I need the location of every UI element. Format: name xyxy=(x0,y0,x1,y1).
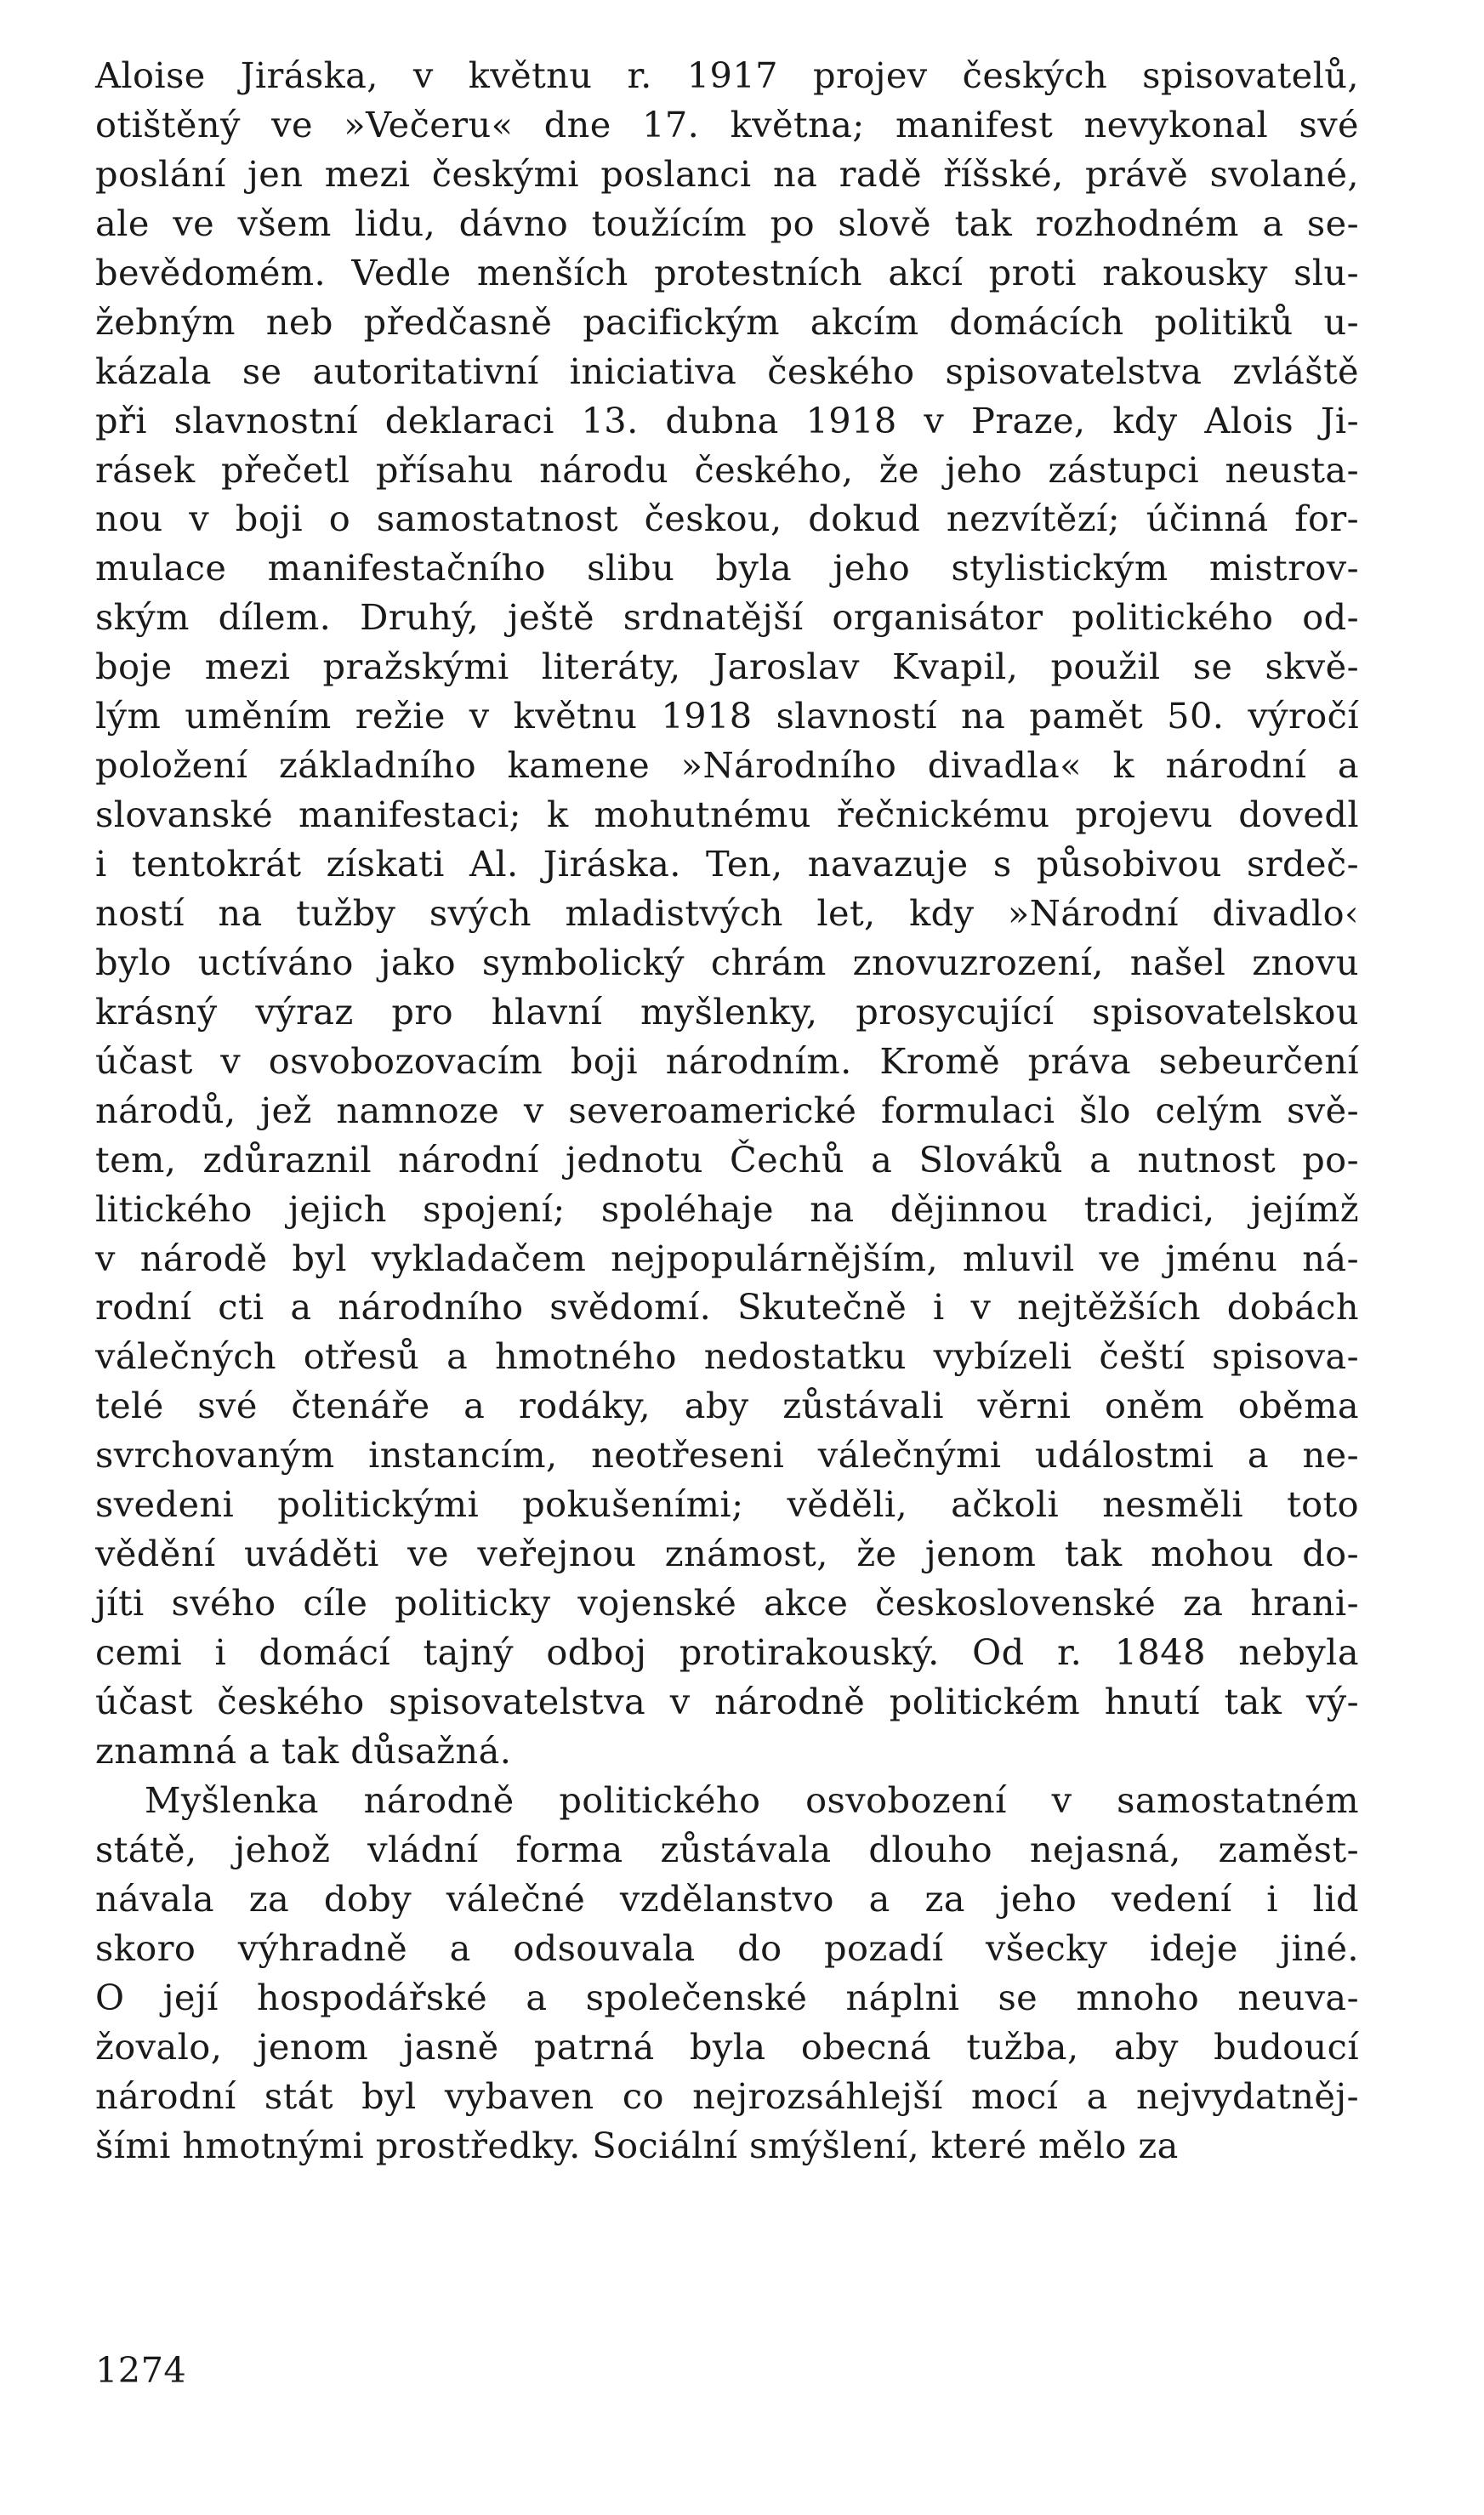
text-line: bevědomém. Vedle menších protestních akcí proti rakousky slu- xyxy=(95,251,1359,293)
text-line: krásný výraz pro hlavní myšlenky, prosycující spisovatelskou xyxy=(95,990,1359,1033)
text-line: otištěný ve »Večeru« dne 17. května; manifest nevykonal své xyxy=(95,103,1359,145)
text-line: svedeni politickými pokušeními; věděli, ačkoli nesměli toto xyxy=(95,1483,1359,1526)
text-line: návala za doby válečné vzdělanstvo a za jeho vedení i lid xyxy=(95,1877,1359,1920)
text-line: tem, zdůraznil národní jednotu Čechů a Slováků a nutnost po- xyxy=(95,1138,1359,1181)
text-line: mulace manifestačního slibu byla jeho stylistickým mistrov- xyxy=(95,547,1359,589)
text-line: kázala se autoritativní iniciativa českého spisovatelstva zvláště xyxy=(95,350,1359,392)
text-line: ale ve všem lidu, dávno toužícím po slově tak rozhodném a se- xyxy=(95,202,1359,244)
text-line: znamná a tak důsažná. xyxy=(95,1729,512,1772)
text-line: národů, jež namnoze v severoamerické formulaci šlo celým svě- xyxy=(95,1089,1359,1131)
text-line: žovalo, jenom jasně patrná byla obecná tužba, aby budoucí xyxy=(95,2025,1359,2068)
text-line: účast českého spisovatelstva v národně politickém hnutí tak vý- xyxy=(95,1680,1359,1722)
text-line: jíti svého cíle politicky vojenské akce československé za hrani- xyxy=(95,1582,1359,1625)
text-line: státě, jehož vládní forma zůstávala dlouho nejasná, zaměst- xyxy=(95,1828,1359,1870)
text-line: rásek přečetl přísahu národu českého, že jeho zástupci neusta- xyxy=(95,448,1359,491)
text-line: Aloise Jiráska, v květnu r. 1917 projev českých spisovatelů, xyxy=(95,54,1359,96)
text-line: poslání jen mezi českými poslanci na radě říšské, právě svolané, xyxy=(95,152,1359,195)
text-line: vědění uváděti ve veřejnou známost, že jenom tak mohou do- xyxy=(95,1533,1359,1575)
text-line: slovanské manifestaci; k mohutnému řečnickému projevu dovedl xyxy=(95,794,1359,836)
text-line: v národě byl vykladačem nejpopulárnějším, mluvil ve jménu ná- xyxy=(95,1237,1359,1279)
text-line: ností na tužby svých mladistvých let, kdy »Národní divadlo‹ xyxy=(95,891,1359,934)
page-number: 1274 xyxy=(95,2349,187,2391)
text-line: Myšlenka národně politického osvobození v samostatném xyxy=(145,1779,1359,1821)
text-line: národní stát byl vybaven co nejrozsáhlejší mocí a nejvydatněj- xyxy=(95,2074,1359,2117)
text-line: O její hospodářské a společenské náplni se mnoho neuva- xyxy=(95,1976,1359,2018)
text-line: bylo uctíváno jako symbolický chrám znovuzrození, našel znovu xyxy=(95,941,1359,983)
text-line: telé své čtenáře a rodáky, aby zůstávali věrni oněm oběma xyxy=(95,1385,1359,1427)
text-line: i tentokrát získati Al. Jiráska. Ten, navazuje s působivou srdeč- xyxy=(95,843,1359,885)
text-line: žebným neb předčasně pacifickým akcím domácích politiků u- xyxy=(95,300,1359,343)
text-line: lým uměním režie v květnu 1918 slavností na pamět 50. výročí xyxy=(95,695,1359,737)
text-line: válečných otřesů a hmotného nedostatku vybízeli čeští spisova- xyxy=(95,1335,1359,1378)
text-line: litického jejich spojení; spoléhaje na dějinnou tradici, jejímž xyxy=(95,1187,1359,1230)
paragraph-1 xyxy=(95,51,1359,1776)
text-line: skoro výhradně a odsouvala do pozadí všecky ideje jiné. xyxy=(95,1926,1359,1969)
text-line: cemi i domácí tajný odboj protirakouský. Od r. 1848 nebyla xyxy=(95,1631,1359,1673)
text-line: boje mezi pražskými literáty, Jaroslav Kvapil, použil se skvě- xyxy=(95,646,1359,688)
text-line: rodní cti a národního svědomí. Skutečně i v nejtěžších dobách xyxy=(95,1286,1359,1329)
text-line: ským dílem. Druhý, ještě srdnatější organisátor politického od- xyxy=(95,596,1359,639)
paragraph-2 xyxy=(95,1776,1359,2171)
text-line: svrchovaným instancím, neotřeseni válečnými událostmi a ne- xyxy=(95,1434,1359,1477)
text-line: nou v boji o samostatnost českou, dokud nezvítězí; účinná for- xyxy=(95,498,1359,540)
text-line: šími hmotnými prostředky. Sociální smýšlení, které mělo za xyxy=(95,2124,1179,2166)
text-line: položení základního kamene »Národního divadla« k národní a xyxy=(95,744,1359,787)
text-line: při slavnostní deklaraci 13. dubna 1918 v Praze, kdy Alois Ji- xyxy=(95,399,1359,441)
text-line: účast v osvobozovacím boji národním. Kromě práva sebeurčení xyxy=(95,1039,1359,1082)
